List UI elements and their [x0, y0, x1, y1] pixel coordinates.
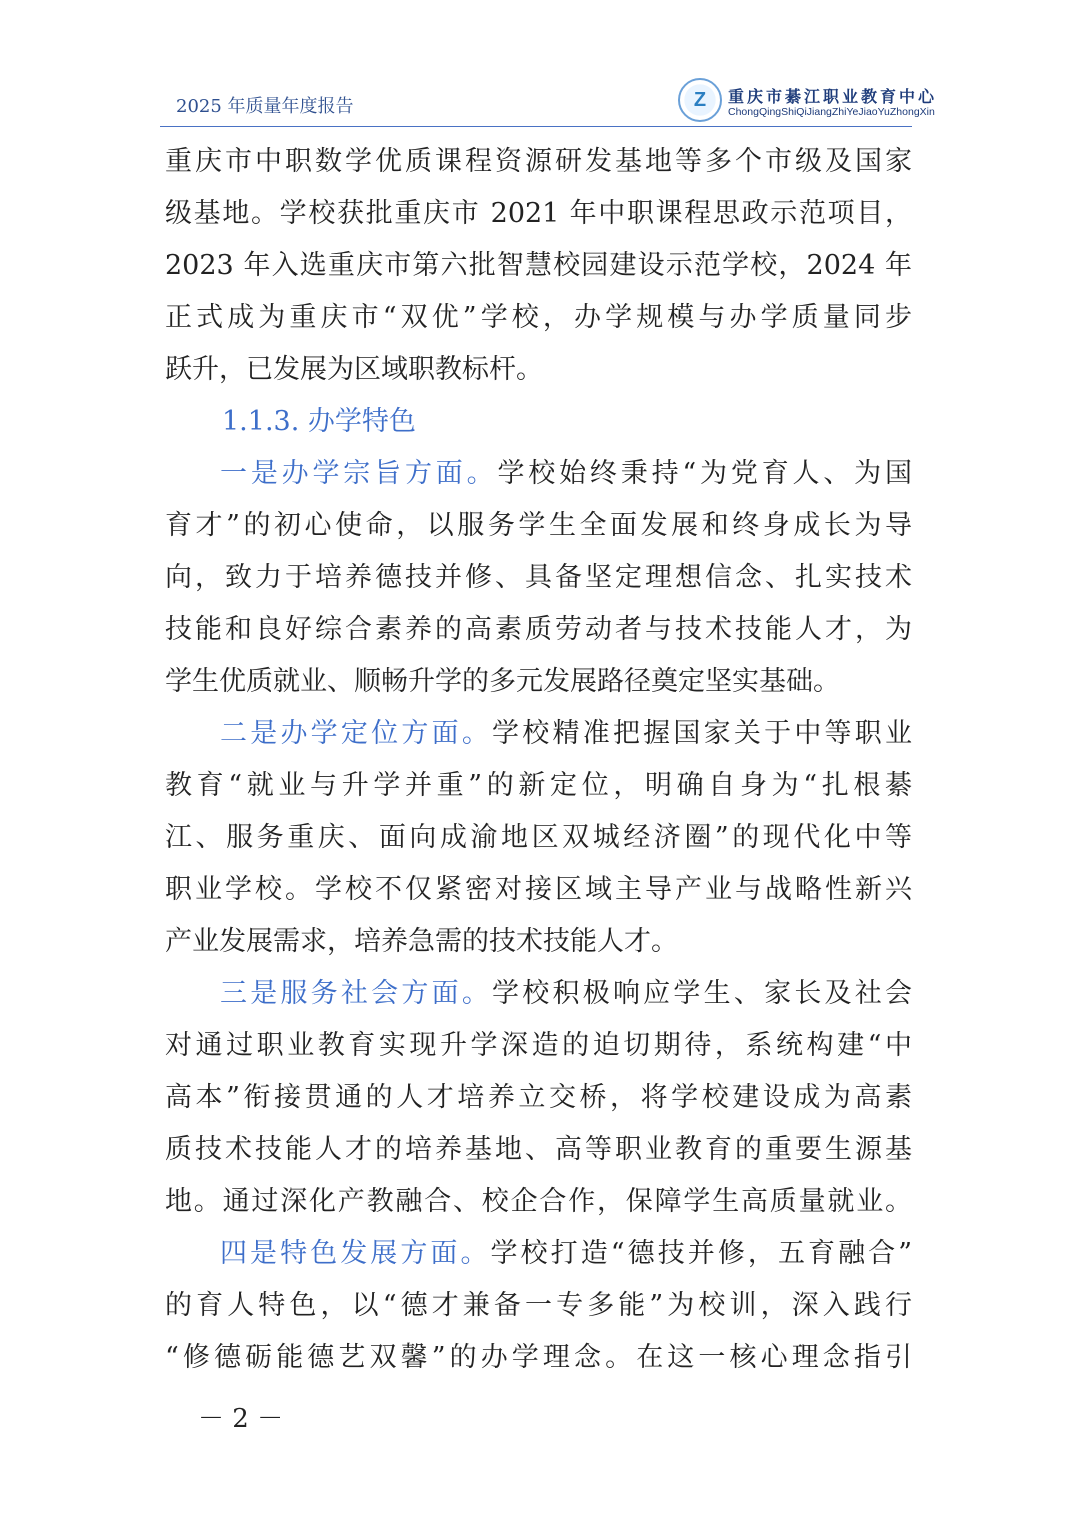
- text-line: [165, 820, 912, 856]
- line-text: 级基地。学校获批重庆市 2021 年中职课程思政示范项目，: [165, 198, 912, 229]
- paragraph-lead: 三是服务社会方面。: [220, 978, 493, 1009]
- page-number: － 2 －: [198, 1404, 284, 1434]
- text-line: [165, 1028, 912, 1064]
- text-line: [220, 716, 912, 752]
- header-divider: [160, 126, 912, 127]
- text-line: [165, 1184, 912, 1220]
- line-text: 学校打造“德技并修，五育融合”: [490, 1238, 912, 1269]
- line-text: 学校精准把握国家关于中等职业: [492, 718, 913, 749]
- text-line: [165, 560, 912, 596]
- org-name-cn: 重庆市綦江职业教育中心: [728, 87, 938, 106]
- report-title: 2025 年质量年度报告: [176, 96, 354, 117]
- text-line: [165, 300, 912, 336]
- text-line: [165, 1340, 912, 1376]
- text-line: [165, 1288, 912, 1324]
- section-heading: 1.1.3. 办学特色: [222, 406, 416, 437]
- org-name-en: ChongQingShiQiJiangZhiYeJiaoYuZhongXin: [728, 106, 935, 118]
- line-text: 质技术技能人才的培养基地、高等职业教育的重要生源基: [165, 1134, 912, 1165]
- text-line: [220, 1236, 912, 1272]
- paragraph-lead: 一是办学宗旨方面。: [220, 458, 498, 489]
- school-logo-icon: [678, 78, 722, 122]
- line-text: 的育人特色，以“德才兼备一专多能”为校训，深入践行: [165, 1290, 912, 1321]
- text-line: [165, 144, 912, 180]
- text-line: [165, 1080, 912, 1116]
- text-line: [165, 924, 912, 960]
- text-line: [165, 872, 912, 908]
- text-line: [165, 768, 912, 804]
- line-text: 教育“就业与升学并重”的新定位，明确自身为“扎根綦: [165, 770, 912, 801]
- line-text: 对通过职业教育实现升学深造的迫切期待，系统构建“中: [165, 1030, 912, 1061]
- line-text: 向，致力于培养德技并修、具备坚定理想信念、扎实技术: [165, 562, 912, 593]
- line-text: 高本”衔接贯通的人才培养立交桥，将学校建设成为高素: [165, 1082, 912, 1113]
- paragraph-lead: 二是办学定位方面。: [220, 718, 493, 749]
- text-line: [165, 612, 912, 648]
- line-text: “修德砺能德艺双馨”的办学理念。在这一核心理念指引: [165, 1342, 912, 1373]
- text-line: [220, 456, 912, 492]
- text-line: [220, 976, 912, 1012]
- text-line: [165, 248, 912, 284]
- text-line: [165, 508, 912, 544]
- line-text: 职业学校。学校不仅紧密对接区域主导产业与战略性新兴: [165, 874, 912, 905]
- line-text: 江、服务重庆、面向成渝地区双城经济圈”的现代化中等: [165, 822, 912, 853]
- text-line: [165, 1132, 912, 1168]
- text-line: [165, 664, 912, 700]
- text-line: [165, 196, 912, 232]
- line-text: 学校积极响应学生、家长及社会: [492, 978, 913, 1009]
- line-text: 技能和良好综合素养的高素质劳动者与技术技能人才，为: [165, 614, 912, 645]
- line-text: 学校始终秉持“为党育人、为国: [497, 458, 913, 489]
- logo-letter: Z: [693, 88, 707, 111]
- line-text: 2023 年入选重庆市第六批智慧校园建设示范学校，2024 年: [165, 250, 912, 281]
- line-text: 育才”的初心使命，以服务学生全面发展和终身成长为导: [165, 510, 912, 541]
- line-text: 重庆市中职数学优质课程资源研发基地等多个市级及国家: [165, 146, 912, 177]
- line-text: 学生优质就业、顺畅升学的多元发展路径奠定坚实基础。: [165, 666, 840, 697]
- paragraph-lead: 四是特色发展方面。: [220, 1238, 491, 1269]
- line-text: 跃升，已发展为区域职教标杆。: [165, 354, 543, 385]
- line-text: 正式成为重庆市“双优”学校，办学规模与办学质量同步: [165, 302, 912, 333]
- line-text: 产业发展需求，培养急需的技术技能人才。: [165, 926, 678, 957]
- line-text: 地。通过深化产教融合、校企合作，保障学生高质量就业。: [165, 1186, 912, 1217]
- text-line: [165, 352, 912, 388]
